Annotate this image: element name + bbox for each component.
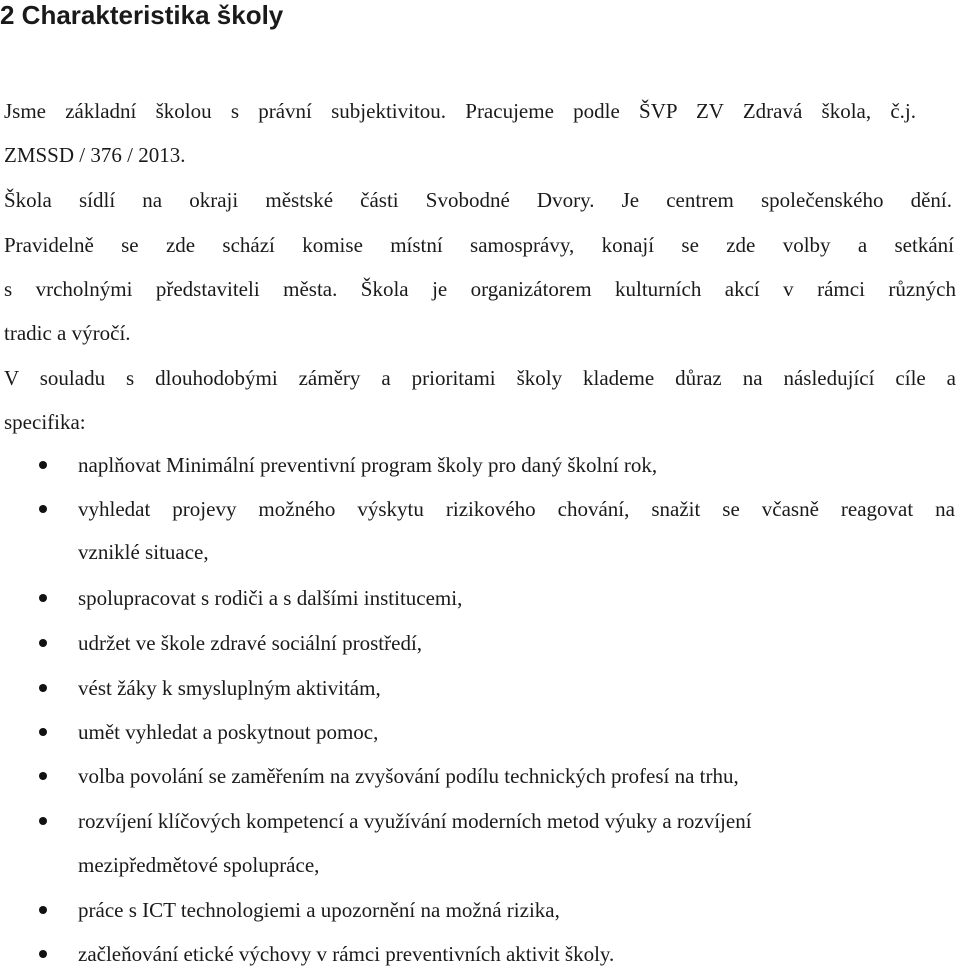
- goals-intro-line-1: V souladu s dlouhodobými záměry a prioritami školy klademe důraz na následující cíle a: [4, 366, 956, 390]
- section-heading: 2 Charakteristika školy: [0, 0, 284, 30]
- list-item: práce s ICT technologiemi a upozornění na možná rizika,: [78, 898, 560, 922]
- bullet-icon: [39, 906, 47, 914]
- location-line-4: tradic a výročí.: [4, 321, 131, 345]
- bullet-icon: [39, 772, 47, 780]
- list-item: udržet ve škole zdravé sociální prostředí,: [78, 631, 423, 655]
- bullet-icon: [39, 461, 47, 469]
- intro-line-1: Jsme základní školou s právní subjektivitou. Pracujeme podle ŠVP ZV Zdravá škola, č.j.: [4, 99, 916, 123]
- list-item-continuation: vzniklé situace,: [78, 540, 209, 564]
- list-item: naplňovat Minimální preventivní program školy pro daný školní rok,: [78, 453, 658, 477]
- bullet-icon: [39, 505, 47, 513]
- location-line-2: Pravidelně se zde schází komise místní samosprávy, konají se zde volby a setkání: [4, 233, 954, 257]
- intro-line-2: ZMSSD / 376 / 2013.: [4, 143, 186, 167]
- list-item: volba povolání se zaměřením na zvyšování podílu technických profesí na trhu,: [78, 764, 739, 788]
- bullet-icon: [39, 684, 47, 692]
- list-item: vést žáky k smysluplným aktivitám,: [78, 676, 381, 700]
- location-line-1: Škola sídlí na okraji městské části Svobodné Dvory. Je centrem společenského dění.: [4, 188, 952, 212]
- bullet-icon: [39, 817, 47, 825]
- list-item: vyhledat projevy možného výskytu rizikového chování, snažit se včasně reagovat na: [78, 497, 955, 521]
- bullet-icon: [39, 639, 47, 647]
- list-item: začleňování etické výchovy v rámci preventivních aktivit školy.: [78, 942, 615, 966]
- bullet-icon: [39, 728, 47, 736]
- goals-intro-line-2: specifika:: [4, 410, 86, 434]
- bullet-icon: [39, 594, 47, 602]
- list-item: spolupracovat s rodiči a s dalšími institucemi,: [78, 586, 463, 610]
- location-line-3: s vrcholnými představiteli města. Škola je organizátorem kulturních akcí v rámci různých: [4, 277, 956, 301]
- bullet-icon: [39, 950, 47, 958]
- list-item: umět vyhledat a poskytnout pomoc,: [78, 720, 379, 744]
- list-item: rozvíjení klíčových kompetencí a využívání moderních metod výuky a rozvíjení: [78, 809, 752, 833]
- list-item-continuation: mezipředmětové spolupráce,: [78, 853, 320, 877]
